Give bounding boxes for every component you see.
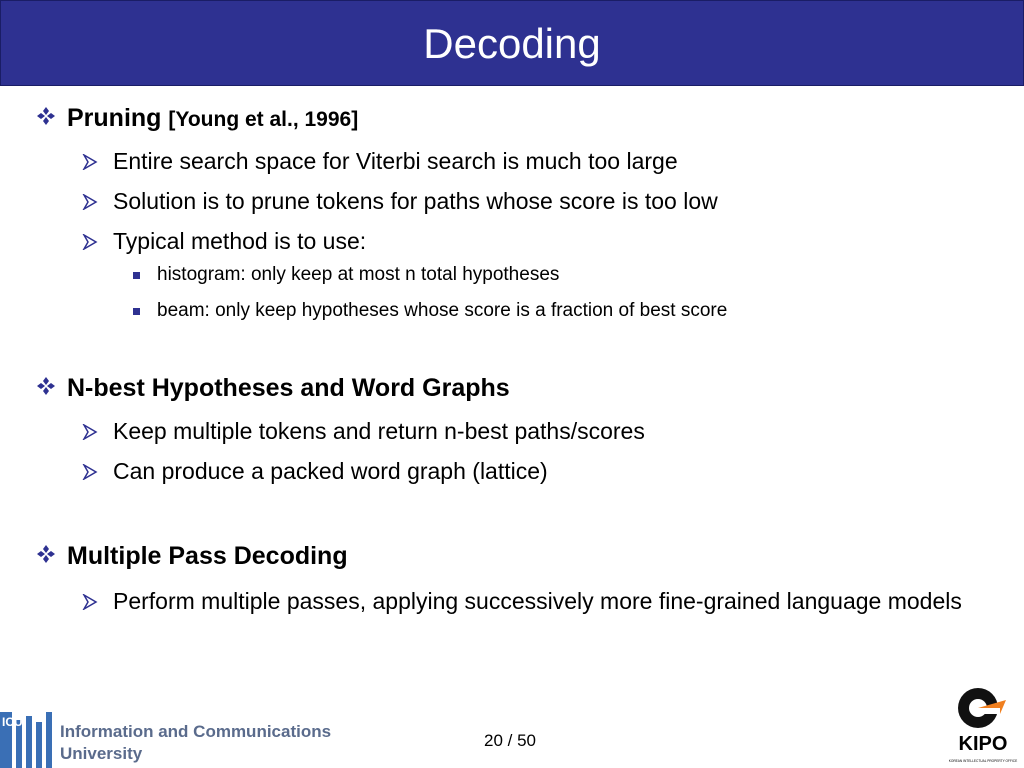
diamond-bullet-icon [36,544,56,564]
org-line-1: Information and Communications [60,722,332,741]
bullet-main-text: Pruning [67,104,162,132]
sub-bullet-text: Typical method is to use: [113,228,367,254]
sub-bullet-text: Keep multiple tokens and return n-best paths/scores [113,418,645,444]
icu-logo [0,712,56,768]
square-bullet-icon [133,272,140,279]
arrow-bullet-icon [82,154,98,170]
diamond-bullet-icon [36,106,56,126]
org-line-2: University [60,744,143,763]
arrow-bullet-icon [82,594,98,610]
arrow-bullet-icon [82,194,98,210]
kipo-logo [948,684,1018,766]
square-bullet-icon [133,308,140,315]
bullet-main-text: Multiple Pass Decoding [67,542,348,570]
arrow-bullet-icon [82,234,98,250]
svg-text:KIPO: KIPO [958,733,1008,755]
sub-sub-bullet-text: histogram: only keep at most n total hypotheses [157,264,560,285]
sub-sub-bullet-text: beam: only keep hypotheses whose score is a fraction of best score [157,300,728,321]
diamond-bullet-icon [36,376,56,396]
bullet-main-text: N-best Hypotheses and Word Graphs [67,374,510,402]
svg-text:KOREAN INTELLECTUAL PROPERTY O: KOREAN INTELLECTUAL PROPERTY OFFICE [948,759,1018,763]
page-number: 20 / 50 [484,731,536,750]
sub-bullet-text: Solution is to prune tokens for paths whose score is too low [113,188,718,214]
sub-bullet-text: Perform multiple passes, applying successively more fine-grained language models [113,588,962,614]
organization-name [60,721,380,765]
svg-text:ICU: ICU [2,715,23,729]
sub-bullet-text: Can produce a packed word graph (lattice) [113,458,548,484]
sub-bullet-text: Entire search space for Viterbi search is much too large [113,148,678,174]
arrow-bullet-icon [82,464,98,480]
slide-title: Decoding [423,20,601,67]
arrow-bullet-icon [82,424,98,440]
citation-text: [Young et al., 1996] [168,108,359,131]
